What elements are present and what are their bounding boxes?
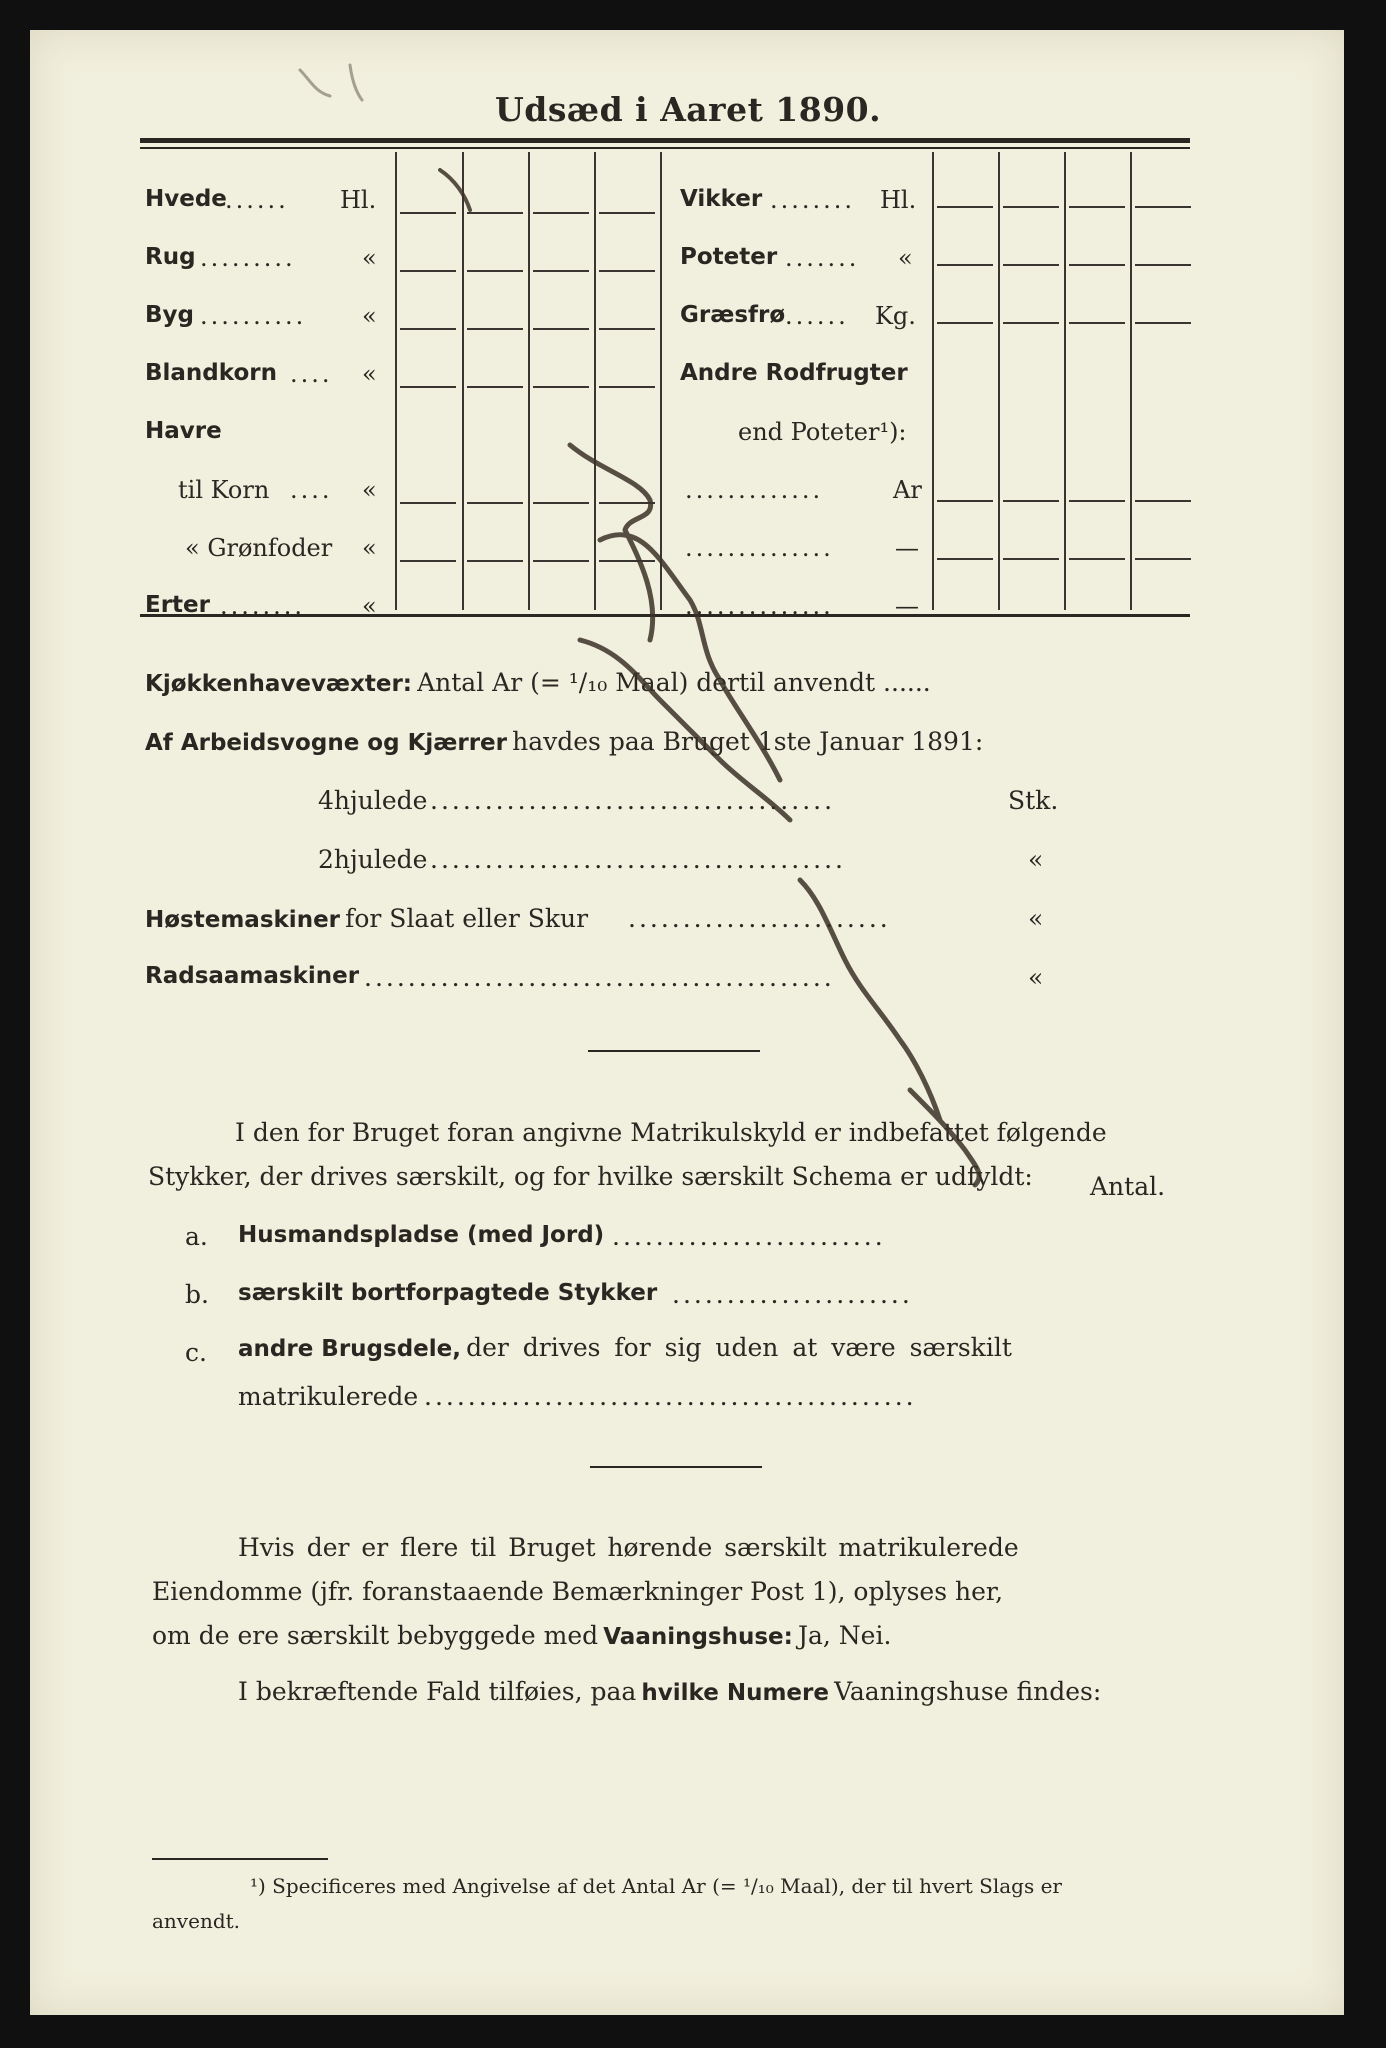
item-c-line2: matrikulerede	[238, 1382, 419, 1411]
para3-a: I bekræftende Fald tilføies, paa	[238, 1677, 637, 1706]
row-label-blandkorn: Blandkorn	[145, 360, 277, 386]
row-dots: ....	[290, 476, 333, 504]
row-label-vikker: Vikker	[680, 186, 763, 212]
row-label-byg: Byg	[145, 302, 194, 328]
row-dots: ..........	[200, 302, 307, 330]
hoste-text: for Slaat eller Skur	[345, 904, 589, 933]
item-label-brugsdele: andre Brugsdele,	[238, 1336, 461, 1362]
row-dots: ......	[225, 186, 289, 214]
para2-line3a: om de ere særskilt bebyggede med	[152, 1621, 599, 1650]
row-dots: .....................................	[430, 786, 836, 815]
rad-unit: «	[1028, 963, 1044, 992]
rad-label: Radsaamaskiner	[145, 963, 360, 989]
row-unit: «	[362, 302, 377, 330]
row-dots: ..............	[685, 534, 834, 562]
para3-b: hvilke Numere	[641, 1680, 829, 1706]
row-dots: ..............	[685, 592, 834, 620]
row-label-end-poteter: end Poteter¹):	[738, 418, 907, 446]
row-dots: ........	[770, 186, 856, 214]
item-c-text: der drives for sig uden at være særskilt	[466, 1333, 1012, 1362]
hjul4-unit: Stk.	[1008, 786, 1059, 815]
row-dots: .........................	[612, 1222, 886, 1251]
row-unit: Ar	[893, 476, 922, 504]
hoste-label: Høstemaskiner	[145, 907, 341, 933]
row-unit: «	[362, 360, 377, 388]
page-title: Udsæd i Aaret 1890.	[495, 90, 882, 129]
kjokken-text: Antal Ar (= ¹/₁₀ Maal) dertil anvendt ......	[417, 668, 931, 697]
row-dots: ...........................................	[364, 963, 835, 992]
row-label-poteter: Poteter	[680, 244, 778, 270]
row-unit: Hl.	[340, 186, 377, 214]
para2-line3c: Ja, Nei.	[797, 1621, 892, 1650]
hjul4-label: 4hjulede	[318, 786, 428, 815]
footnote-line1: ¹) Specificeres med Angivelse af det Antal Ar (= ¹/₁₀ Maal), der til hvert Slags er	[250, 1874, 1062, 1898]
row-unit: Hl.	[880, 186, 917, 214]
row-label-til-korn: til Korn	[178, 476, 270, 504]
row-unit: «	[362, 592, 377, 620]
row-unit: Kg.	[875, 302, 916, 330]
para2-line2: Eiendomme (jfr. foranstaaende Bemærkninger Post 1), oplyses her,	[152, 1577, 1004, 1606]
row-dots: ........	[220, 592, 306, 620]
antal-header: Antal.	[1090, 1172, 1166, 1201]
row-dots: ......	[785, 302, 849, 330]
row-label-andre-rodfrugter: Andre Rodfrugter	[680, 360, 908, 386]
row-label-graesfro: Græsfrø	[680, 302, 786, 328]
para1-line1: I den for Bruget foran angivne Matrikulskyld er indbefattet følgende	[235, 1118, 1107, 1147]
hjul2-unit: «	[1028, 845, 1044, 874]
row-unit: «	[362, 534, 377, 562]
row-label-hvede: Hvede	[145, 186, 227, 212]
row-dots: ........................	[628, 904, 891, 933]
kjokken-label: Kjøkkenhavevæxter:	[145, 671, 413, 697]
para2-line1: Hvis der er flere til Bruget hørende særskilt matrikulerede	[238, 1533, 1019, 1562]
item-letter: a.	[185, 1222, 208, 1251]
item-label-husmand: Husmandspladse (med Jord)	[238, 1222, 605, 1248]
vogne-text: havdes paa Bruget 1ste Januar 1891:	[512, 727, 984, 756]
row-dots: ......................................	[430, 845, 846, 874]
row-unit: «	[898, 244, 913, 272]
hoste-unit: «	[1028, 904, 1044, 933]
footnote-line2: anvendt.	[152, 1909, 241, 1933]
para3-c: Vaaningshuse findes:	[834, 1677, 1102, 1706]
para1-line2: Stykker, der drives særskilt, og for hvilke særskilt Schema er udfyldt:	[148, 1162, 1033, 1191]
row-label-erter: Erter	[145, 592, 210, 618]
hjul2-label: 2hjulede	[318, 845, 428, 874]
row-dots: .............................................	[424, 1382, 917, 1411]
vogne-label: Af Arbeidsvogne og Kjærrer	[145, 730, 508, 756]
row-dots: ....	[290, 360, 333, 388]
row-dots: .......	[785, 244, 860, 272]
row-dots: .........	[200, 244, 296, 272]
row-label-rug: Rug	[145, 244, 196, 270]
item-label-bortforpagtede: særskilt bortforpagtede Stykker	[238, 1280, 658, 1306]
row-unit: —	[895, 592, 919, 620]
row-label-gronfoder: « Grønfoder	[185, 534, 333, 562]
row-dots: ......................	[672, 1280, 913, 1309]
item-letter: b.	[185, 1280, 209, 1309]
row-dots: .............	[685, 476, 824, 504]
para2-line3b: Vaaningshuse:	[603, 1624, 793, 1650]
row-unit: «	[362, 476, 377, 504]
row-label-havre: Havre	[145, 418, 222, 444]
row-unit: —	[895, 534, 919, 562]
row-unit: «	[362, 244, 377, 272]
item-letter: c.	[185, 1338, 207, 1367]
